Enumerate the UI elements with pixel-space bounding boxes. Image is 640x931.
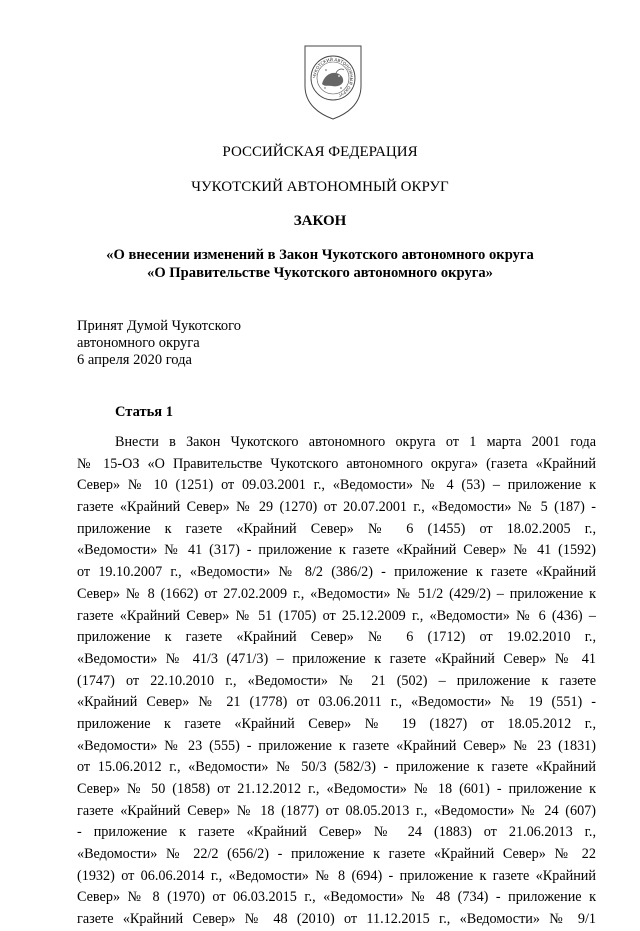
- article-line: Север» № 8 (1662) от 27.02.2009 г., «Ведомости» № 51/2 (429/2) – приложение к: [77, 585, 596, 602]
- article-line: газете «Крайний Север» № 51 (1705) от 25.12.2009 г., «Ведомости» № 6 (436) –: [77, 607, 596, 624]
- law-title-line-1: «О внесении изменений в Закон Чукотского автономного округа: [106, 247, 534, 263]
- article-body: [77, 432, 596, 931]
- article-line: приложение к газете «Крайний Север» № 19 (1827) от 18.05.2012 г.,: [77, 715, 596, 732]
- article-line: (1747) от 22.10.2010 г., «Ведомости» № 21 (502) – приложение к газете: [77, 672, 596, 689]
- adoption-line-1: Принят Думой Чукотского: [77, 318, 242, 334]
- chukotka-coat-of-arms-icon: [300, 42, 366, 122]
- article-line: газете «Крайний Север» № 48 (2010) от 11.12.2015 г., «Ведомости» № 9/1: [77, 911, 596, 928]
- adoption-line-2: автономного округа: [77, 335, 200, 351]
- article-line: от 15.06.2012 г., «Ведомости» № 50/3 (582/3) - приложение к газете «Крайний: [77, 759, 596, 776]
- region-heading: ЧУКОТСКИЙ АВТОНОМНЫЙ ОКРУГ: [191, 179, 449, 195]
- country-heading: РОССИЙСКАЯ ФЕДЕРАЦИЯ: [222, 144, 418, 160]
- article-line: газете «Крайний Север» № 18 (1877) от 08.05.2013 г., «Ведомости» № 24 (607): [77, 802, 596, 819]
- article-line: «Ведомости» № 41/3 (471/3) – приложение к газете «Крайний Север» № 41: [77, 650, 596, 667]
- article-line: «Ведомости» № 23 (555) - приложение к газете «Крайний Север» № 23 (1831): [77, 737, 596, 754]
- article-line: Север» № 50 (1858) от 21.12.2012 г., «Ведомости» № 18 (601) - приложение к: [77, 781, 596, 797]
- article-line: Внести в Закон Чукотского автономного округа от 1 марта 2001 года: [115, 434, 596, 450]
- article-line: приложение к газете «Крайний Север» № 6 (1712) от 19.02.2010 г.,: [77, 629, 596, 646]
- article-line: от 19.10.2007 г., «Ведомости» № 8/2 (386/2) - приложение к газете «Крайний: [77, 564, 596, 581]
- doc-type-heading: ЗАКОН: [293, 213, 347, 229]
- adoption-date: 6 апреля 2020 года: [77, 352, 192, 368]
- article-title: Статья 1: [115, 404, 173, 420]
- article-line: «Ведомости» № 22/2 (656/2) - приложение к газете «Крайний Север» № 22: [77, 846, 596, 863]
- article-line: приложение к газете «Крайний Север» № 6 (1455) от 18.02.2005 г.,: [77, 520, 596, 537]
- article-line: Север» № 10 (1251) от 09.03.2001 г., «Ведомости» № 4 (53) – приложение к: [77, 477, 596, 494]
- article-line: «Ведомости» № 41 (317) - приложение к газете «Крайний Север» № 41 (1592): [77, 542, 596, 559]
- coat-of-arms: [300, 42, 366, 122]
- article-line: - приложение к газете «Крайний Север» № 24 (1883) от 21.06.2013 г.,: [77, 824, 596, 841]
- law-title-line-2: «О Правительстве Чукотского автономного округа»: [147, 265, 493, 281]
- article-line: Север» № 8 (1970) от 06.03.2015 г., «Ведомости» № 48 (734) - приложение к: [77, 889, 596, 906]
- article-line: (1932) от 06.06.2014 г., «Ведомости» № 8 (694) - приложение к газете «Крайний: [77, 867, 596, 884]
- article-line: «Крайний Север» № 21 (1778) от 03.06.2011 г., «Ведомости» № 19 (551) -: [77, 694, 596, 711]
- article-line: газете «Крайний Север» № 29 (1270) от 20.07.2001 г., «Ведомости» № 5 (187) -: [77, 499, 596, 516]
- article-line: № 15-ОЗ «О Правительстве Чукотского автономного округа» (газета «Крайний: [77, 455, 596, 472]
- emblem-ring-text: ЧУКОТСКИЙ АВТОНОМНЫЙ ОКРУГ: [311, 56, 355, 99]
